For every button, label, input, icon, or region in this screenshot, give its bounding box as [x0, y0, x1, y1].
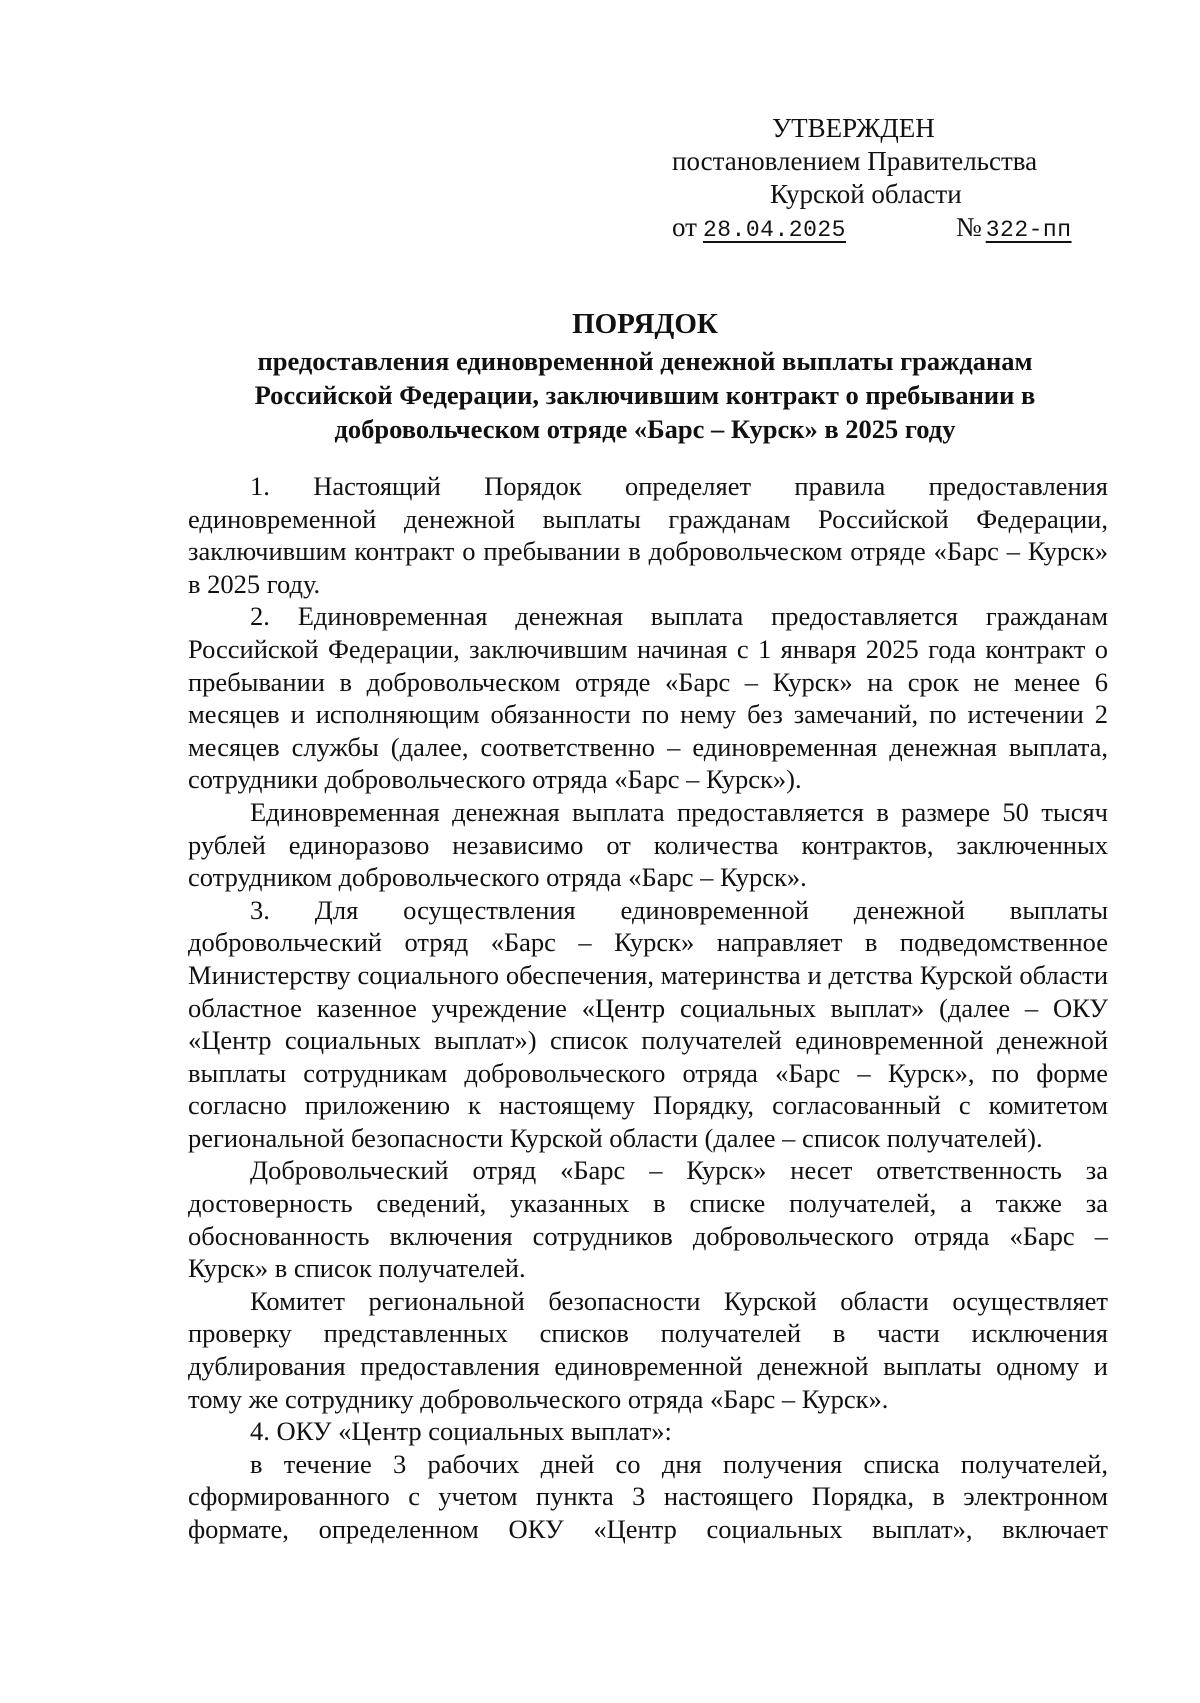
approval-date-number-line	[672, 211, 1092, 247]
paragraph-3-committee: Комитет региональной безопасности Курской области осуществляет проверку представленных списков получателей в части исключения дублирования предоставления единовременной денежной выплаты одному и тому же сотруднику добровольческого отряда «Барс – Курск».	[188, 1285, 1108, 1414]
paragraph-4-item: в течение 3 рабочих дней со дня получения списка получателей, сформированного с учетом пункта 3 настоящего Порядка, в электронном формате, определенном ОКУ «Центр социальных выплат», включает	[188, 1448, 1108, 1544]
approval-number: 322-пп	[985, 217, 1072, 243]
approval-date: 28.04.2025	[702, 217, 846, 243]
approval-block	[672, 112, 1092, 247]
paragraph-3: 3. Для осуществления единовременной денежной выплаты добровольческий отряд «Барс – Курск» направляет в подведомственное Министерству социального обеспечения, материнства и детства Курской области областное казенное учреждение «Центр социальных выплат» (далее – ОКУ «Центр социальных выплат») список получателей единовременной денежной выплаты сотрудникам добровольческого отряда «Барс – Курск», по форме согласно приложению к настоящему Порядку, согласованный с комитетом региональной безопасности Курской области (далее – список получателей).	[188, 894, 1108, 1153]
approval-region-line: Курской области	[770, 179, 962, 209]
approval-resolution-line: постановлением Правительства	[672, 146, 1038, 176]
title-main: ПОРЯДОК	[572, 308, 718, 340]
document-body	[188, 470, 1108, 1546]
paragraph-2: 2. Единовременная денежная выплата предоставляется гражданам Российской Федерации, заключившим начиная с 1 января 2025 года контракт о пребывании в добровольческом отряде «Барс – Курск» на срок не менее 6 месяцев и исполняющим обязанности по нему без замечаний, по истечении 2 месяцев службы (далее, соответственно – единовременная денежная выплата, сотрудники добровольческого отряда «Барс – Курск»).	[188, 601, 1108, 795]
document-title	[190, 306, 1100, 446]
paragraph-4: 4. ОКУ «Центр социальных выплат»:	[250, 1416, 672, 1447]
title-subtitle: предоставления единовременной денежной выплаты гражданам Российской Федерации, заключившим контракт о пребывании в добровольческом отряде «Барс – Курск» в 2025 году	[254, 346, 1036, 444]
approval-title: УТВЕРЖДЕН	[772, 113, 935, 143]
date-prefix: от	[672, 212, 697, 242]
paragraph-3-responsibility: Добровольческий отряд «Барс – Курск» несет ответственность за достоверность сведений, указанных в списке получателей, а также за обоснованность включения сотрудников добровольческого отряда «Барс – Курск» в список получателей.	[188, 1155, 1108, 1284]
paragraph-1: 1. Настоящий Порядок определяет правила предоставления единовременной денежной выплаты гражданам Российской Федерации, заключившим контракт о пребывании в добровольческом отряде «Барс – Курск» в 2025 году.	[188, 471, 1108, 599]
paragraph-2-amount: Единовременная денежная выплата предоставляется в размере 50 тысяч рублей единоразово независимо от количества контрактов, заключенных сотрудником добровольческого отряда «Барс – Курск».	[188, 796, 1108, 893]
number-label: №	[955, 212, 982, 242]
